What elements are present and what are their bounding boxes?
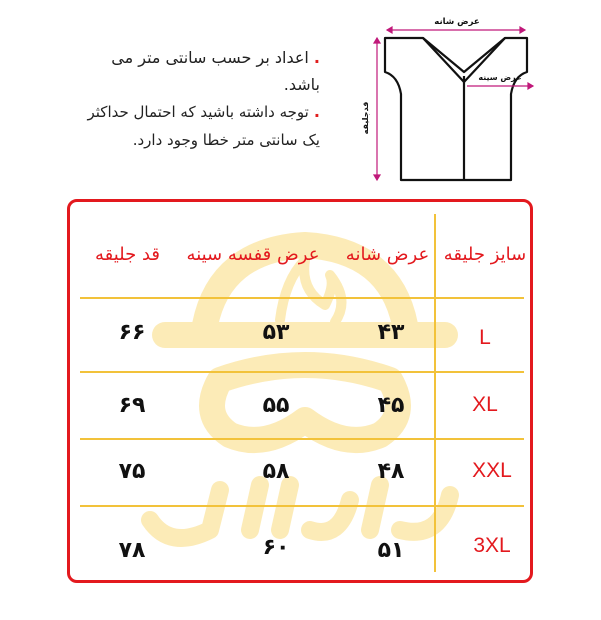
note-units: [70, 44, 320, 98]
size-value: 3XL: [473, 534, 511, 557]
note-tolerance-text: توجه داشته باشید که احتمال حداکثر یک سانتی متر خطا وجود دارد.: [87, 103, 320, 149]
note-bullet: .: [313, 102, 320, 121]
chest-value: ۵۳: [262, 320, 290, 345]
row-divider: [80, 505, 524, 507]
header-length: قد جلیقه: [94, 244, 161, 265]
chest-value: ۵۸: [262, 459, 290, 484]
header-chest: عرض قفسه سینه: [186, 244, 320, 265]
vest-diagram: [355, 10, 545, 190]
note-units-text: اعداد بر حسب سانتی متر می باشد.: [111, 48, 320, 94]
chest-width-label: عرض سینه: [478, 73, 522, 82]
size-notes: [70, 44, 320, 154]
row-divider: [80, 438, 524, 440]
size-value: XXL: [472, 459, 512, 482]
chest-value: ۶۰: [262, 535, 290, 560]
size-value: L: [479, 326, 491, 349]
length-value: ۷۸: [118, 538, 146, 563]
length-value: ۷۵: [118, 459, 146, 484]
note-tolerance: [70, 98, 320, 154]
row-divider: [80, 371, 524, 373]
shoulder-value: ۵۱: [377, 538, 405, 563]
shoulder-value: ۴۳: [377, 320, 405, 345]
shoulder-value: ۴۸: [377, 459, 405, 484]
header-divider: [80, 297, 524, 299]
shoulder-width-label: عرض شانه: [434, 17, 480, 27]
length-value: ۶۶: [118, 320, 146, 345]
chest-value: ۵۵: [262, 393, 290, 418]
note-bullet: .: [313, 48, 320, 67]
length-value: ۶۹: [118, 393, 146, 418]
vest-outline: [385, 38, 527, 180]
header-size: سایز جلیقه: [443, 244, 527, 265]
header-shoulder: عرض شانه: [345, 244, 430, 265]
size-value: XL: [472, 393, 498, 416]
shoulder-value: ۴۵: [377, 393, 405, 418]
vest-length-label: قدجلیقه: [361, 101, 370, 135]
vest-neckline: [423, 38, 505, 72]
